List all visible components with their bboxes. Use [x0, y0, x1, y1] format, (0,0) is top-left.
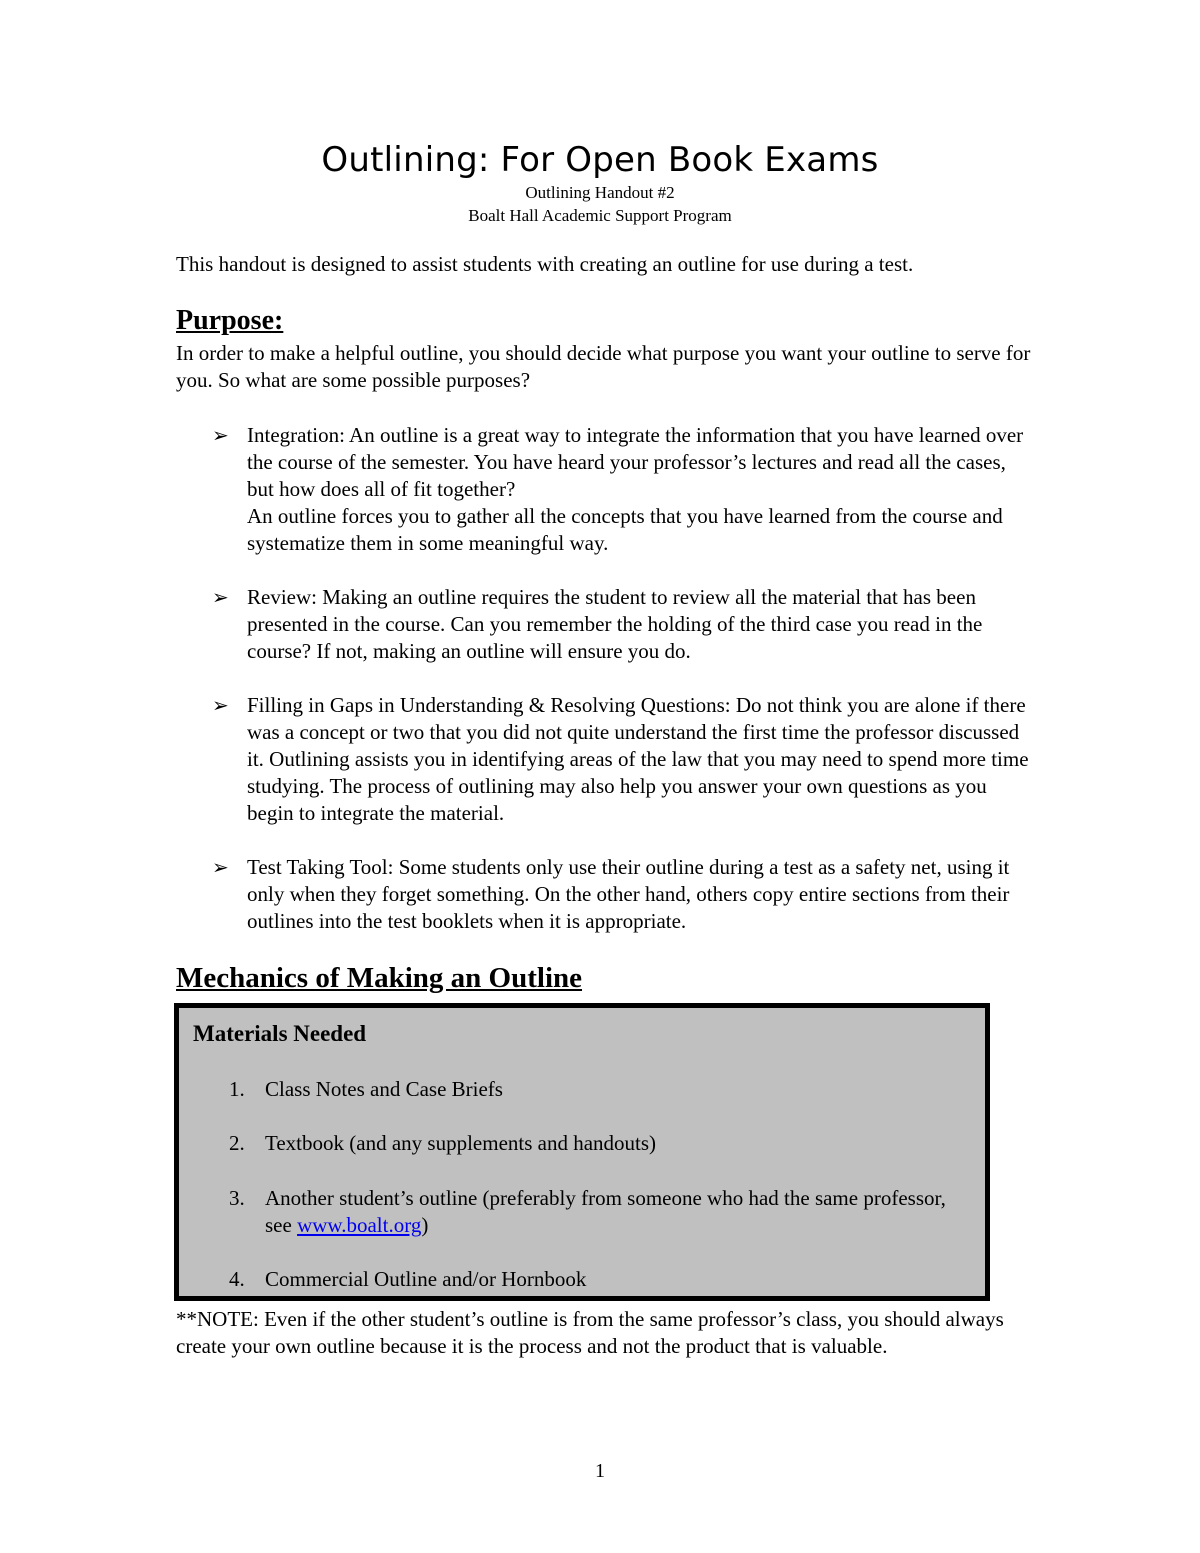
mechanics-heading: Mechanics of Making an Outline: [176, 962, 583, 994]
bullet-text-continued: An outline forces you to gather all the concepts that you have learned from the course and systematize them in some meaningful way.: [247, 504, 1003, 555]
bullet-text: Filling in Gaps in Understanding & Resolving Questions: Do not think you are alone if there was a concept or two that you did not quite understand the first time the professor discussed it. Outlining assists you in identifying areas of the law that you may need to spend more time studying. The process of outlining may also help you answer your own questions as you begin to integrate the material.: [247, 693, 1029, 825]
materials-box: [174, 1003, 990, 1301]
page-title: Outlining: For Open Book Exams: [321, 140, 879, 180]
item-text: Commercial Outline and/or Hornbook: [265, 1267, 587, 1291]
bullet-test-taking: [212, 854, 1032, 935]
item-number: 2.: [229, 1131, 245, 1155]
item-text: Another student’s outline (preferably from someone who had the same professor, see: [265, 1186, 946, 1237]
bullet-integration: [212, 422, 1032, 557]
arrow-bullet-icon: ➢: [212, 693, 229, 717]
bullet-review: [212, 584, 1032, 665]
arrow-bullet-icon: ➢: [212, 855, 229, 879]
item-number: 1.: [229, 1077, 245, 1101]
bullet-text: Review: Making an outline requires the student to review all the material that has been presented in the course. Can you remember the holding of the third case you read in the course? If not, making an outline will ensure you do.: [247, 585, 983, 663]
item-text-container: [265, 1185, 949, 1239]
arrow-bullet-icon: ➢: [212, 585, 229, 609]
bullet-filling-gaps: [212, 692, 1032, 827]
intro-paragraph: This handout is designed to assist students with creating an outline for use during a test.: [176, 252, 914, 276]
item-text-end: ): [421, 1213, 429, 1237]
note-paragraph: **NOTE: Even if the other student’s outline is from the same professor’s class, you should always create your own outline because it is the process and not the product that is valuable.: [176, 1307, 1004, 1358]
materials-list-item: [229, 1130, 949, 1157]
item-text: Textbook (and any supplements and handouts): [265, 1131, 657, 1155]
purpose-heading: Purpose:: [176, 305, 284, 336]
bullet-text: Test Taking Tool: Some students only use their outline during a test as a safety net, using it only when they forget something. On the other hand, others copy entire sections from their outlines into the test booklets when it is appropriate.: [247, 855, 1010, 933]
purpose-paragraph: In order to make a helpful outline, you should decide what purpose you want your outline to serve for you. So what are some possible purposes?: [176, 341, 1031, 392]
item-number: 3.: [229, 1186, 245, 1210]
page-number: 1: [595, 1460, 605, 1482]
materials-list-item: [229, 1076, 949, 1103]
boalt-link[interactable]: www.boalt.org: [297, 1213, 422, 1237]
arrow-bullet-icon: ➢: [212, 423, 229, 447]
item-text: Class Notes and Case Briefs: [265, 1077, 503, 1101]
item-number: 4.: [229, 1267, 245, 1291]
program-subtitle: Boalt Hall Academic Support Program: [468, 206, 732, 225]
materials-list-item: [229, 1266, 949, 1293]
bullet-text: Integration: An outline is a great way to integrate the information that you have learned over the course of the semester. You have heard your professor’s lectures and read all the cases, but how does all of fit together?: [247, 423, 1024, 501]
handout-subtitle: Outlining Handout #2: [525, 183, 675, 202]
materials-box-title: Materials Needed: [193, 1021, 367, 1046]
materials-list-item: [229, 1185, 949, 1239]
